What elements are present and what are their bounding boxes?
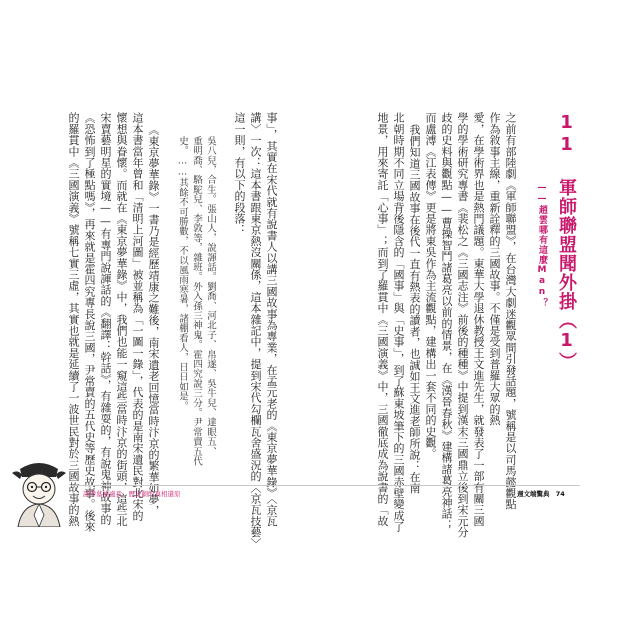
quote-line: 吳八兒，合生。張山人，說諢話。劉喬、河北子、帛遂、吳牛兒、達眼五、 (205, 136, 216, 457)
body-column: 地景，用來寄託「心事」；而到了羅貫中《三國演義》中，三國徹底成為說書的「故 (376, 112, 389, 527)
quote-line: 重明喬、駱駝兒、李敦等，雜班。外入孫三神鬼。霍四究說三分。尹常賣五代 (191, 136, 202, 466)
body-column: 而盧溥《江表傳》更是將東吳作為主流觀點，建構出一套不同的史觀。 (424, 112, 437, 460)
body-column: 之前有部陸劇《軍師聯盟》，在台灣大劇迷觀眾間引發話題，號稱是以司馬懿觀點 (504, 112, 517, 510)
body-column: 這本書當年曾和「清明上河圖」被並稱為「一圖一錄」，代表的是南宋遺民對北宋的 (131, 112, 144, 521)
chapter-subtitle: ——趙雲哪有這麼Man？ (537, 183, 547, 308)
footer-series-title: 課帶墓補盧我．歷史劇的真相還原 (83, 490, 181, 498)
body-column: 《東京夢華錄》一書乃是經歷靖康之難後，南宋遺老回憶當時汴京的繁華如夢， (147, 124, 160, 516)
body-column: 宋賣藝明星的實境——有專門說諢話的《翻譯：幹話》，有雜耍的，有說鬼神故事的 (99, 112, 112, 525)
body-column: 事」，其實在宋代就有說書人以講三國故事為專業，在孟元老的《東京夢華錄》〈京瓦 (265, 112, 278, 527)
footer-page-info (513, 489, 565, 498)
body-column: 學的學術研究專書《裴松之《三國志注》前後的種種》中提到漢末三國鼎立後到宋元分 (456, 112, 469, 538)
body-column: 懷想與眷懷。而就在《東京夢華錄》中，我們也能一窺這些當時汴京的街頭，這些北 (115, 112, 128, 527)
footer-book-label: 週文端驚典 (517, 490, 550, 498)
body-column: 作為敘事主線，重新詮釋的三國故事。不僅是受到普羅大眾的熱 (488, 112, 501, 426)
footer-divider (70, 485, 580, 486)
body-column: 這一則，有以下的段落： (233, 112, 246, 236)
chapter-title: 11 軍師聯盟聞外掛（1） (556, 112, 577, 371)
body-column: 《恐怖到了極點嗎》，再來就是霍四究專長說三國，尹常賣的五代史等歷史故事。後來 (83, 112, 96, 533)
body-column: 歧的史料與觀點——曹操智鬥諸葛亮以前的情景，在《漢晉春秋》建構諸葛亮神話； (440, 112, 453, 531)
quote-line: 史。……其餘不可勝數，不以風雨寒暑，諸棚看人，日日如是。 (177, 136, 188, 411)
scholar-caricature-icon (8, 455, 70, 527)
body-column: 講〉一次：這本書跟東京熱沒關係，這本雜記中，提到宋代勾欄瓦舍盛況的〈京瓦技藝〉 (249, 112, 262, 549)
body-column: 的羅貫中《三國演義》號稱七實三虛，其實也就是延續了一波世民對於三國故事的熱 (67, 112, 80, 527)
page-number: 74 (555, 490, 565, 498)
body-column: 愛，在學術界也是熱門議題。東華大學退休教授王文進先生，就發表了一部有關三國 (472, 112, 485, 527)
body-column: 我們知道三國故事在後代一直有熱表的讀者，也誠如王文進老師所說：在南 (408, 124, 421, 494)
body-column: 北朝時期不同立場背後隱含的「國事」與「史事」，到了蘇東坡筆下的三國赤壁變成了 (392, 112, 405, 533)
